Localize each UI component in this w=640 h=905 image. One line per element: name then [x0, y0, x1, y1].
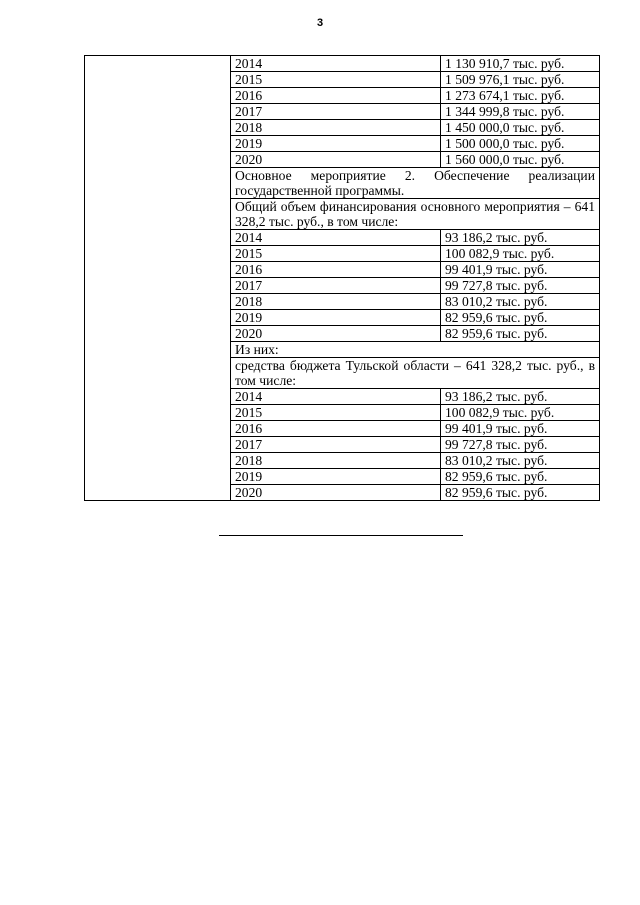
year-cell: 2014 — [231, 230, 441, 246]
amount-cell: 1 450 000,0 тыс. руб. — [441, 120, 600, 136]
funding-table-body — [85, 56, 600, 501]
amount-cell: 100 082,9 тыс. руб. — [441, 405, 600, 421]
year-cell: 2017 — [231, 278, 441, 294]
amount-cell: 1 560 000,0 тыс. руб. — [441, 152, 600, 168]
closing-separator-line — [219, 535, 463, 536]
amount-cell: 99 727,8 тыс. руб. — [441, 437, 600, 453]
year-cell: 2020 — [231, 485, 441, 501]
amount-cell: 83 010,2 тыс. руб. — [441, 453, 600, 469]
year-cell: 2020 — [231, 326, 441, 342]
funding-year-row — [85, 56, 600, 72]
funding-table — [84, 55, 600, 501]
amount-cell: 1 344 999,8 тыс. руб. — [441, 104, 600, 120]
of-them-label: Из них: — [231, 342, 600, 358]
amount-cell: 1 500 000,0 тыс. руб. — [441, 136, 600, 152]
year-cell: 2014 — [231, 56, 441, 72]
amount-cell: 93 186,2 тыс. руб. — [441, 389, 600, 405]
amount-cell: 83 010,2 тыс. руб. — [441, 294, 600, 310]
year-cell: 2016 — [231, 262, 441, 278]
year-cell: 2019 — [231, 469, 441, 485]
amount-cell: 1 273 674,1 тыс. руб. — [441, 88, 600, 104]
year-cell: 2018 — [231, 120, 441, 136]
year-cell: 2019 — [231, 136, 441, 152]
year-cell: 2017 — [231, 104, 441, 120]
amount-cell: 100 082,9 тыс. руб. — [441, 246, 600, 262]
regional-budget-text: средства бюджета Тульской области – 641 328,2 тыс. руб., в том числе: — [231, 358, 600, 389]
amount-cell: 82 959,6 тыс. руб. — [441, 469, 600, 485]
year-cell: 2015 — [231, 405, 441, 421]
amount-cell: 99 727,8 тыс. руб. — [441, 278, 600, 294]
year-cell: 2016 — [231, 421, 441, 437]
year-cell: 2015 — [231, 246, 441, 262]
year-cell: 2016 — [231, 88, 441, 104]
left-empty-column — [85, 56, 231, 501]
year-cell: 2020 — [231, 152, 441, 168]
year-cell: 2019 — [231, 310, 441, 326]
year-cell: 2015 — [231, 72, 441, 88]
amount-cell: 82 959,6 тыс. руб. — [441, 326, 600, 342]
amount-cell: 93 186,2 тыс. руб. — [441, 230, 600, 246]
amount-cell: 99 401,9 тыс. руб. — [441, 421, 600, 437]
activity-2-title: Основное мероприятие 2. Обеспечение реализации государственной программы. — [231, 168, 600, 199]
year-cell: 2018 — [231, 453, 441, 469]
amount-cell: 99 401,9 тыс. руб. — [441, 262, 600, 278]
page-number: 3 — [316, 17, 324, 29]
year-cell: 2014 — [231, 389, 441, 405]
amount-cell: 82 959,6 тыс. руб. — [441, 310, 600, 326]
year-cell: 2018 — [231, 294, 441, 310]
amount-cell: 82 959,6 тыс. руб. — [441, 485, 600, 501]
amount-cell: 1 130 910,7 тыс. руб. — [441, 56, 600, 72]
activity-2-total-funding: Общий объем финансирования основного мероприятия – 641 328,2 тыс. руб., в том числе: — [231, 199, 600, 230]
year-cell: 2017 — [231, 437, 441, 453]
amount-cell: 1 509 976,1 тыс. руб. — [441, 72, 600, 88]
